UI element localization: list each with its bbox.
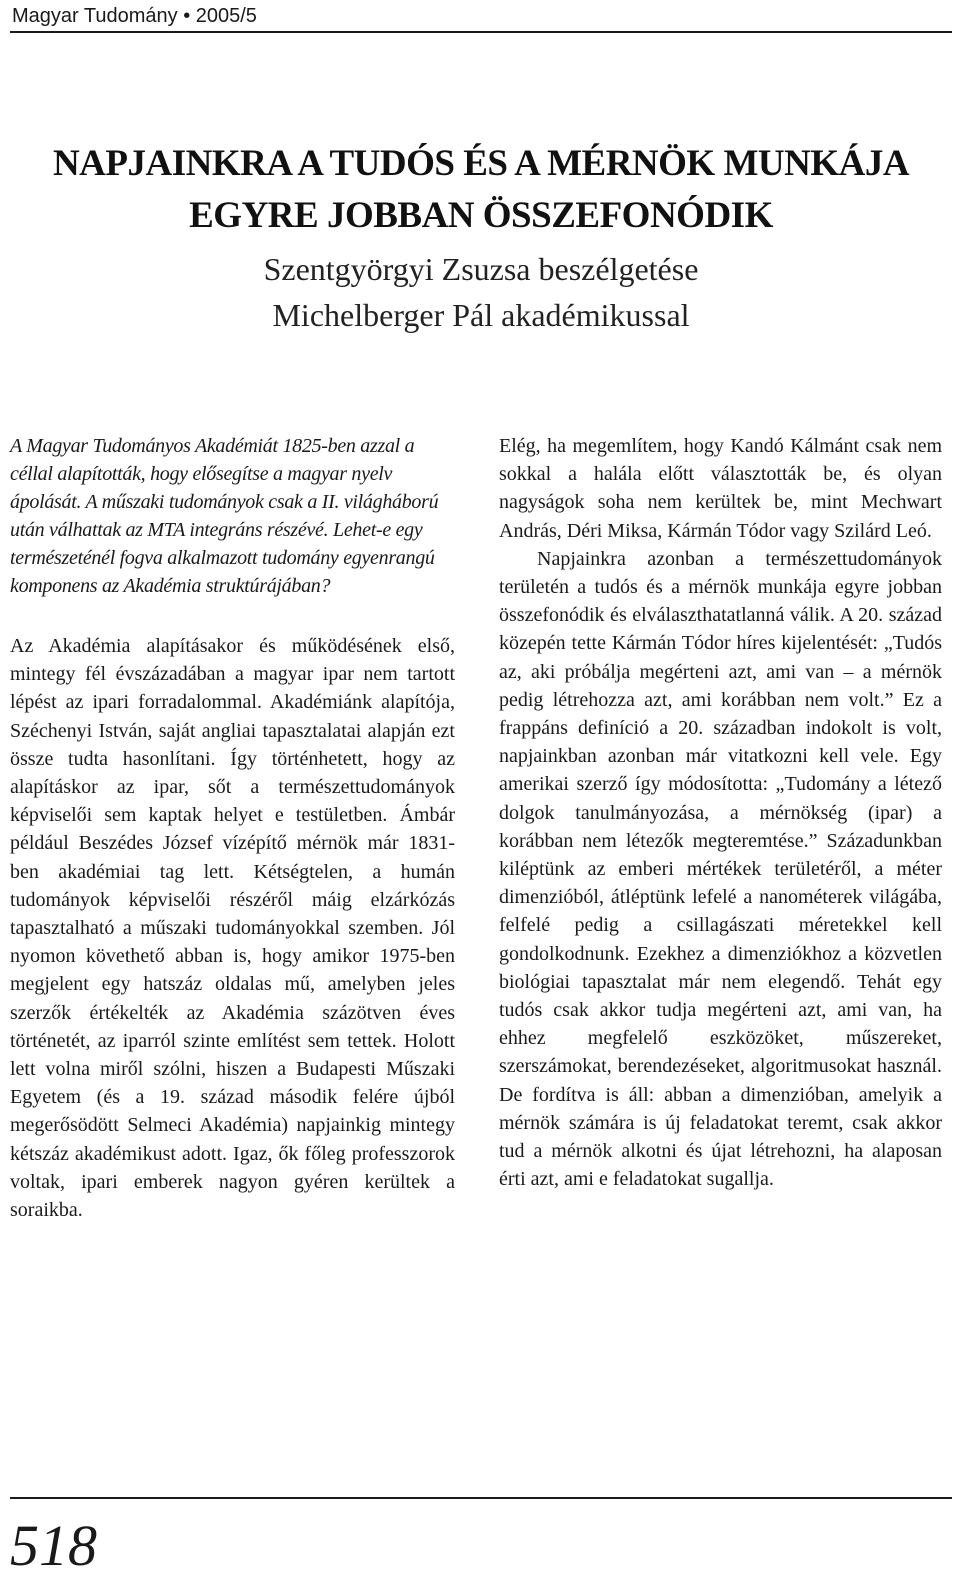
subtitle-line-2: Michelberger Pál akadémikussal [272,297,690,333]
answer-paragraph: Elég, ha megemlítem, hogy Kandó Kálmánt csak nem sokkal a halála előtt választották be, és olyan nagyságok soha nem kerültek be, mint Mechwart András, Déri Miksa, Kármán Tódor vagy Szilárd Leó. [499,435,942,542]
text-column-right [499,432,942,1193]
footer-rule [10,1497,952,1499]
text-column-left [10,432,455,1224]
title-line-1: NAPJAINKRA A TUDÓS ÉS A MÉRNÖK MUNKÁJA [52,143,910,184]
answer-paragraph: Napjainkra azonban a természettudományok területén a tudós és a mérnök munkája egyre jobban összefonódik és elválaszthatatlanná válik. A 20. század közepén tette Kármán Tódor híres kijelentését: „Tudós az, aki próbálja megérteni azt, ami van – a mérnök pedig létrehozza azt, ami korábban nem volt.” Ez a frappáns definíció a 20. században indokolt is volt, napjainkban azonban már vitatkozni kell vele. Egy amerikai szerző így módosította: „Tudomány a létező dolgok tanulmányozása, a mérnökség (ipar) a korábban nem létezők megteremtése.” Századunkban kiléptünk az emberi mértékek területéről, a méter dimenzióból, átléptünk lefelé a nanométerek világába, felfelé pedig a csillagászati méretekkel kell gondolkodnunk. Ezekhez a dimenziókhoz a közvetlen biológiai tapasztalat már nem elegendő. Tehát egy tudós csak akkor tudja megérteni azt, ami van, ha ehhez megfelelő eszközöket, műszereket, szerszámokat, berendezéseket, algoritmusokat használ. De fordítva is áll: abban a dimenzióban, amelyik a mérnök számára is új feladatokat teremt, csak akkor tud a mérnök alkotni és újat létrehozni, ha alaposan érti azt, ami e feladatokat sugallja. [499,547,942,1191]
header-rule [10,31,952,33]
page-number: 518 [10,1513,97,1578]
running-head: Magyar Tudomány • 2005/5 [12,5,257,27]
subtitle-line-1: Szentgyörgyi Zsuzsa beszélgetése [263,251,699,287]
article-title-block [10,138,952,338]
article-title [10,138,952,242]
lead-question: A Magyar Tudományos Akadémiát 1825-ben azzal a céllal alapították, hogy elősegítse a magyar nyelv ápolását. A műszaki tudományok csak a II. világháború után válhattak az MTA integráns részévé. Lehet-e egy természeténél fogva alkalmazott tudomány egyenrangú komponens az Akadémia struktúrájában? [10,435,439,597]
answer-paragraph: Az Akadémia alapításakor és működésének első, mintegy fél évszázadában a magyar ipar nem tartott lépést az ipari forradalommal. Akadémiánk alapítója, Széchenyi István, saját angliai tapasztalatai alapján ezt össze tudta hasonlítani. Így történhetett, hogy az alapításkor az ipar, sőt a természettudományok képviselői sem kaptak helyet e testületben. Ámbár például Beszédes József vízépítő mérnök már 1831-ben akadémiai tag lett. Kétségtelen, a humán tudományok képviselői részéről máig elzárkózás tapasztalható a műszaki tudományokkal szemben. Jól nyomon követhető abban is, hogy amikor 1975-ben megjelent egy hatszáz oldalas mű, amelyben jeles szerzők értékelték az Akadémia százötven éves történetét, az iparról szinte említést sem tettek. Holott lett volna miről szólni, hiszen a Budapesti Műszaki Egyetem (és a 19. század második felére újból megerősödött Selmeci Akadémia) napjainkig mintegy kétszáz akadémikust adott. Igaz, ők főleg professzorok voltak, ipari emberek nagyon gyéren kerültek a soraikba. [10,635,455,1222]
article-subtitle [10,246,952,338]
title-line-2: EGYRE JOBBAN ÖSSZEFONÓDIK [189,195,773,236]
